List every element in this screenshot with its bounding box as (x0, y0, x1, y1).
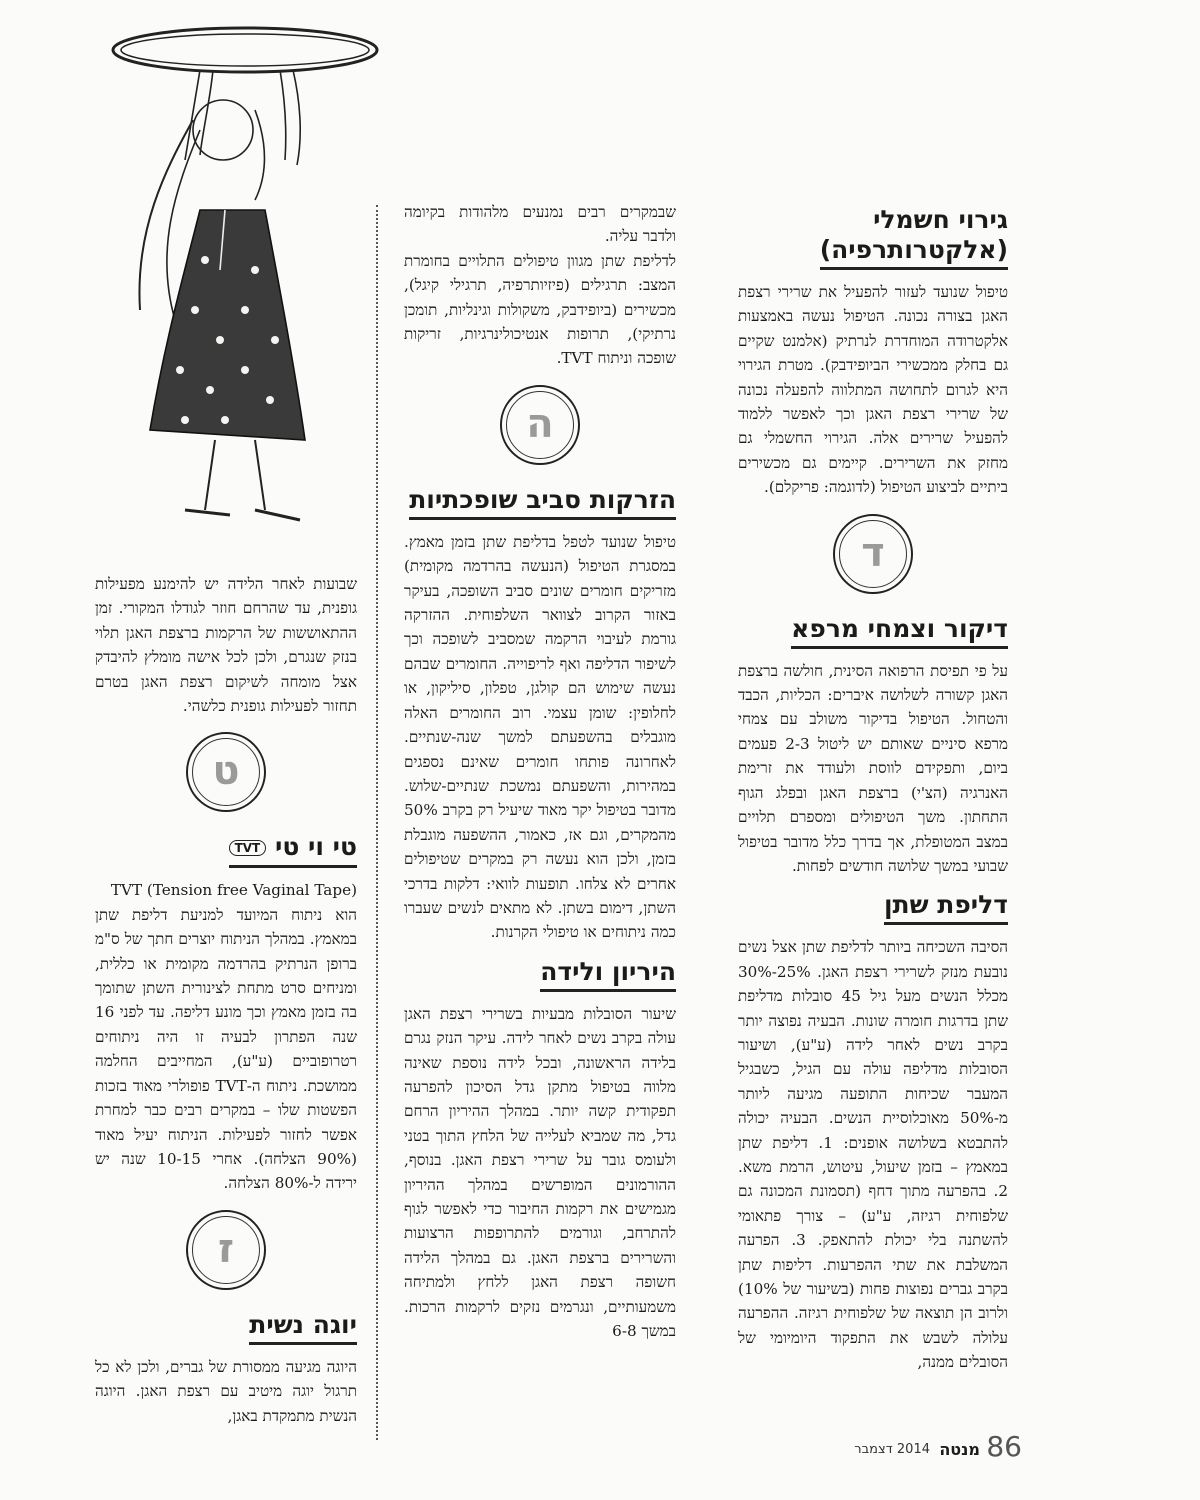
section-body-electro: טיפול שנועד לעזור להפעיל את שרירי רצפת האגן בצורה נכונה. הטיפול נעשה באמצעות אלקטרודה המוחדרת לנרתיק (אלמנט שקיים גם בחלק ממכשירי הביופידבק). מטרת הגירוי היא לגרום לתחושה המתלווה להפעלה נכונה של שרירי רצפת האגן וכך לאפשר ללמוד להפעיל שרירים אלה. הגירוי החשמלי גם מחזק את השרירים. קיימים גם מכשירים ביתיים לביצוע הטיפול (לדוגמה: פריקלם). (738, 283, 1008, 497)
section-title-electro: גירוי חשמלי (אלקטרותרפיה) (820, 205, 1008, 270)
letter-badge-dalet: ד (833, 514, 913, 594)
section-body-postpartum: שבועות לאחר הלידה יש להימנע מפעילות גופנית, עד שהרחם חוזר לגודלו המקורי. זמן ההתאוששות של הרקמות ברצפת האגן תלוי בנזק שנגרם, ולכן לכל אישה מומלץ להיבדק אצל מומחה לשיקום רצפת האגן בטרם תחזור לפעילות גופנית כלשהי. (95, 575, 357, 716)
section-title-injections: הזרקות סביב שופכתיות (409, 485, 676, 520)
section-title-pregnancy: היריון ולידה (540, 957, 676, 992)
page-number: 86 (986, 1430, 1022, 1463)
section-body-acupuncture: על פי תפיסת הרפואה הסינית, חולשה ברצפת האגן קשורה לשלושה איברים: הכליות, הכבד והטחול. הטיפול בדיקור משולב עם צמחי מרפא סיניים שאותם יש ליטול 2-3 פעמים ביום, ותפקידם לווסת ולעודד את זרימת האנרגיה (הצ'י) ברצפת האגן ובפלג הגוף התחתון. משך הטיפולים ומספרם תלויים במצב המטופלת, אך בדרך כלל מדובר בטיפול שבועי במשך שלושה חודשים לפחות. (738, 661, 1008, 875)
section-subtitle-tvt: TVT (Tension free Vaginal Tape) (110, 881, 357, 900)
letter-badge-he: ה (500, 385, 580, 465)
section-title-tvt: טי וי טי TVT (229, 832, 357, 868)
section-body-pregnancy: שיעור הסובלות מבעיות בשרירי רצפת האגן עולה בקרב נשים לאחר לידה. עיקר הנזק נגרם בלידה הראשונה, ובכל לידה נוספת שאינה מלווה בטיפול מתקן גדל הסיכון להפרעה תפקודית קשה יותר. במהלך ההיריון הרחם גדל, מה שמביא לעלייה של הלחץ התוך בטני ולעומס גובר על שרירי רצפת האגן. בנוסף, ההורמונים המופרשים במהלך ההיריון מגמישים את רקמות החיבור כדי לאפשר לגוף להתרחב, וגורמים להתרופפות הרצועות והשרירים ברצפת האגן. גם במהלך הלידה חשופה רצפת האגן ללחץ ולמתיחה משמעותיים, ונגרמים נזקים לרקמות הרכות. במשך 6-8 (404, 1004, 676, 1341)
column-divider (376, 205, 378, 1440)
tvt-tag: TVT (229, 840, 267, 856)
section-title-incontinence: דליפת שתן (884, 890, 1008, 925)
magazine-name: מנטה (939, 1440, 980, 1459)
section-body-injections: טיפול שנועד לטפל בדליפת שתן בזמן מאמץ. במסגרת הטיפול (הנעשה בהרדמה מקומית) מזריקים חומרים שונים סביב השופכה, בעיקר באזור הקרוב לצוואר השלפוחית. ההזרקה גורמת לעיבוי הרקמה שמסביב לשופכה וכך לשיפור הדליפה ואף לריפוייה. החומרים שבהם נעשה שימוש הם קולגן, טפלון, סיליקון, או לחלופין: שומן עצמי. רוב החומרים האלה מוגבלים בהשפעתם למשך שנה-שנתיים. לאחרונה פותחו חומרים שאינם נספגים במהירות, והשפעתם נמשכת שנתיים-שלוש. מדובר בטיפול יקר מאוד שיעיל רק בקרב 50% מהמקרים, וגם אז, כאמור, ההשפעה מוגבלת בזמן, ולכן הוא נעשה רק במקרים שטיפולים אחרים לא צלחו. תופעות לוואי: דלקות בדרכי השתן, דימום בשתן. לא מתאים לנשים שעברו כמה ניתוחים או טיפולי הקרנות. (404, 532, 676, 942)
section-body-tvt: הוא ניתוח המיועד למניעת דליפת שתן במאמץ. במהלך הניתוח יוצרים חתך של ס"מ ברופן הנרתיק בהרדמה מקומית או כללית, ומניחים סרט מתחת לצינורית השתן שתומך בה בזמן מאמץ וכך מונע דליפה. עד לפני 16 שנה הפתרון לבעיה זו היה ניתוחים רטרופוביים (ע"ע), המחייבים החלמה ממושכת. ניתוח ה-TVT פופולרי מאוד בזכות הפשטות שלו – במקרים רבים כבר למחרת אפשר לחזור לפעילות. הניתוח יעיל מאוד (90% הצלחה). אחרי 10-15 שנה יש ירידה ל-80% הצלחה. (95, 905, 357, 1193)
continued-text-1: שבמקרים רבים נמנעים מלהודות בקיומה ולדבר עליה. (404, 203, 676, 246)
letter-badge-tet: ט (186, 732, 266, 812)
section-body-incontinence: הסיבה השכיחה ביותר לדליפת שתן אצל נשים נובעת מנזק לשרירי רצפת האגן. 25%-30% מכלל הנשים מעל גיל 45 סובלות מדליפת שתן בדרגות חומרה שונות. הבעיה נפוצה יותר בקרב נשים לאחר לידה (ע"ע), ושיעור הסובלות מדליפה עולה עם הגיל, כשבגיל המעבר שכיחות התופעה מגיעה ליותר מ-50% מאוכלוסיית הנשים. הבעיה יכולה להתבטא בשלושה אופנים: 1. דליפת שתן במאמץ – בזמן שיעול, עיטוש, הרמת משא. 2. בהפרעה מתוך דחף (תסמונת המכונה גם שלפוחית רגיזה, ע"ע) – צורך פתאומי להשתנה בלי יכולת להתאפק. 3. הפרעה המשלבת את שתי ההפרעות. דליפות שתן בקרב גברים נפוצות פחות (בשיעור של 10%) ולרוב הן תוצאה של שלפוחית רגיזה. ההפרעה עלולה לשבש את התפקוד היומיומי של הסובלים ממנה, (738, 938, 1008, 1372)
page-footer (832, 1430, 1022, 1470)
section-body-yoga: היוגה מגיעה ממסורת של גברים, ולכן לא כל תרגול יוגה מיטיב עם רצפת האגן. היוגה הנשית מתמקדת באגן, (95, 1357, 357, 1425)
letter-badge-zayin: ז (186, 1210, 266, 1290)
left-column (95, 572, 357, 1428)
issue-date: 2014 דצמבר (854, 1442, 930, 1457)
section-title-acupuncture: דיקור וצמחי מרפא (791, 614, 1008, 649)
section-title-yoga: יוגה נשית (249, 1310, 357, 1345)
right-column (738, 205, 1008, 1375)
continued-text-2: לדליפת שתן מגוון טיפולים התלויים בחומרת המצב: תרגילים (פיזיותרפיה, תרגילי קיגל), מכשירים (ביופידבק, משקולות וגינליות, תומכן נרתיקי), תרופות אנטיכולינרגיות, זריקות שופכה וניתוח TVT. (404, 251, 676, 368)
middle-column (404, 200, 676, 1343)
hula-hoop-illustration (105, 10, 395, 540)
